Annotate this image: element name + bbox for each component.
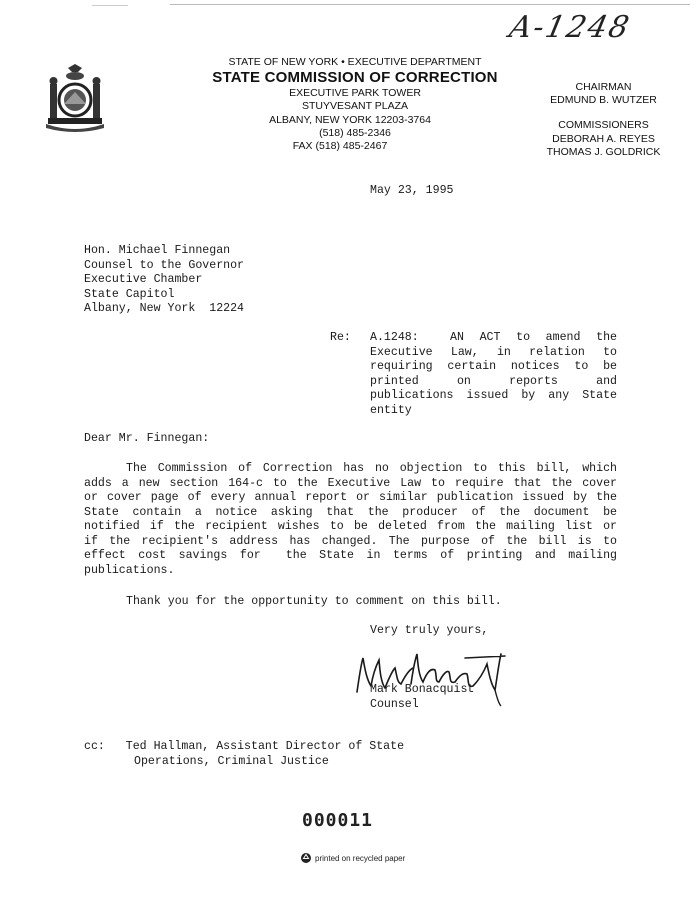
letterhead-address-2: STUYVESANT PLAZA — [301, 100, 408, 113]
commissioners-title: COMMISSIONERS — [558, 119, 649, 132]
agency-name: STATE COMMISSION OF CORRECTION — [212, 69, 498, 87]
top-rule-left — [92, 5, 128, 6]
recipient-line-3: Executive Chamber — [84, 273, 203, 286]
page-stamp: 000011 — [302, 810, 374, 831]
re-label: Re: — [330, 331, 351, 344]
recipient-line-1: Hon. Michael Finnegan — [84, 244, 231, 257]
cc-line-2: Operations, Criminal Justice — [134, 754, 329, 768]
letterhead-address-1: EXECUTIVE PARK TOWER — [289, 87, 421, 100]
re-line: printed on reports and — [370, 374, 617, 388]
letterhead — [205, 56, 505, 153]
letterhead-fax: FAX (518) 485-2467 — [292, 140, 388, 153]
commissioner-1: DEBORAH A. REYES — [552, 132, 655, 145]
body-line: if the recipient's address has changed. The purpose of the bill is to — [84, 534, 617, 548]
thanks-line: Thank you for the opportunity to comment on this bill. — [126, 595, 502, 608]
recipient-address — [84, 244, 244, 317]
re-line: Executive Law, in relation to — [370, 345, 617, 359]
officers-block — [536, 81, 671, 159]
recipient-line-5: Albany, New York 12224 — [84, 302, 245, 315]
recipient-line-2: Counsel to the Governor — [84, 258, 245, 272]
commissioner-2: THOMAS J. GOLDRICK — [546, 145, 661, 158]
cc-block — [84, 740, 404, 769]
body-line: effect cost savings for the State in terms of printing and mailing — [84, 549, 617, 562]
re-line: entity — [370, 403, 412, 417]
chairman-name: EDMUND B. WUTZER — [550, 94, 657, 107]
recycle-icon — [300, 852, 312, 864]
chairman-title: CHAIRMAN — [575, 81, 632, 93]
top-rule — [170, 4, 690, 5]
body-line: State contain a notice asking that the producer of the document be — [84, 505, 617, 519]
letterhead-phone: (518) 485-2346 — [319, 126, 391, 139]
re-line: requiring certain notices to be — [370, 360, 617, 373]
re-subject — [370, 331, 617, 418]
handwritten-document-number: A-1248 — [506, 10, 634, 45]
re-line: publications issued by any State — [370, 389, 617, 402]
letter-body — [84, 462, 617, 578]
letterhead-state-line: STATE OF NEW YORK • EXECUTIVE DEPARTMENT — [228, 56, 482, 68]
body-line: The Commission of Correction has no objection to this bill, which — [126, 462, 617, 475]
state-seal-icon — [44, 62, 106, 132]
body-line: adds a new section 164-c to the Executive Law to require that the cover — [84, 476, 617, 490]
letterhead-address-3: ALBANY, NEW YORK 12203-3764 — [269, 113, 431, 126]
cc-label: cc: — [84, 740, 105, 753]
signer-title: Counsel — [370, 697, 419, 711]
closing: Very truly yours, — [370, 624, 489, 637]
salutation: Dear Mr. Finnegan: — [84, 432, 210, 445]
body-line: or cover page of every annual report or similar publication issued by the — [84, 491, 617, 504]
recipient-line-4: State Capitol — [84, 287, 175, 301]
letter-date: May 23, 1995 — [370, 184, 454, 197]
cc-line-1: Ted Hallman, Assistant Director of State — [125, 740, 405, 753]
signer-name: Mark Bonacquist — [370, 683, 475, 696]
recycled-note — [300, 852, 405, 864]
body-line: publications. — [84, 563, 175, 577]
body-line: notified if the recipient wishes to be deleted from the mailing list or — [84, 520, 617, 533]
recycled-note-text: printed on recycled paper — [315, 853, 406, 863]
signer-block — [370, 683, 474, 712]
re-line: A.1248: AN ACT to amend the — [370, 331, 617, 344]
